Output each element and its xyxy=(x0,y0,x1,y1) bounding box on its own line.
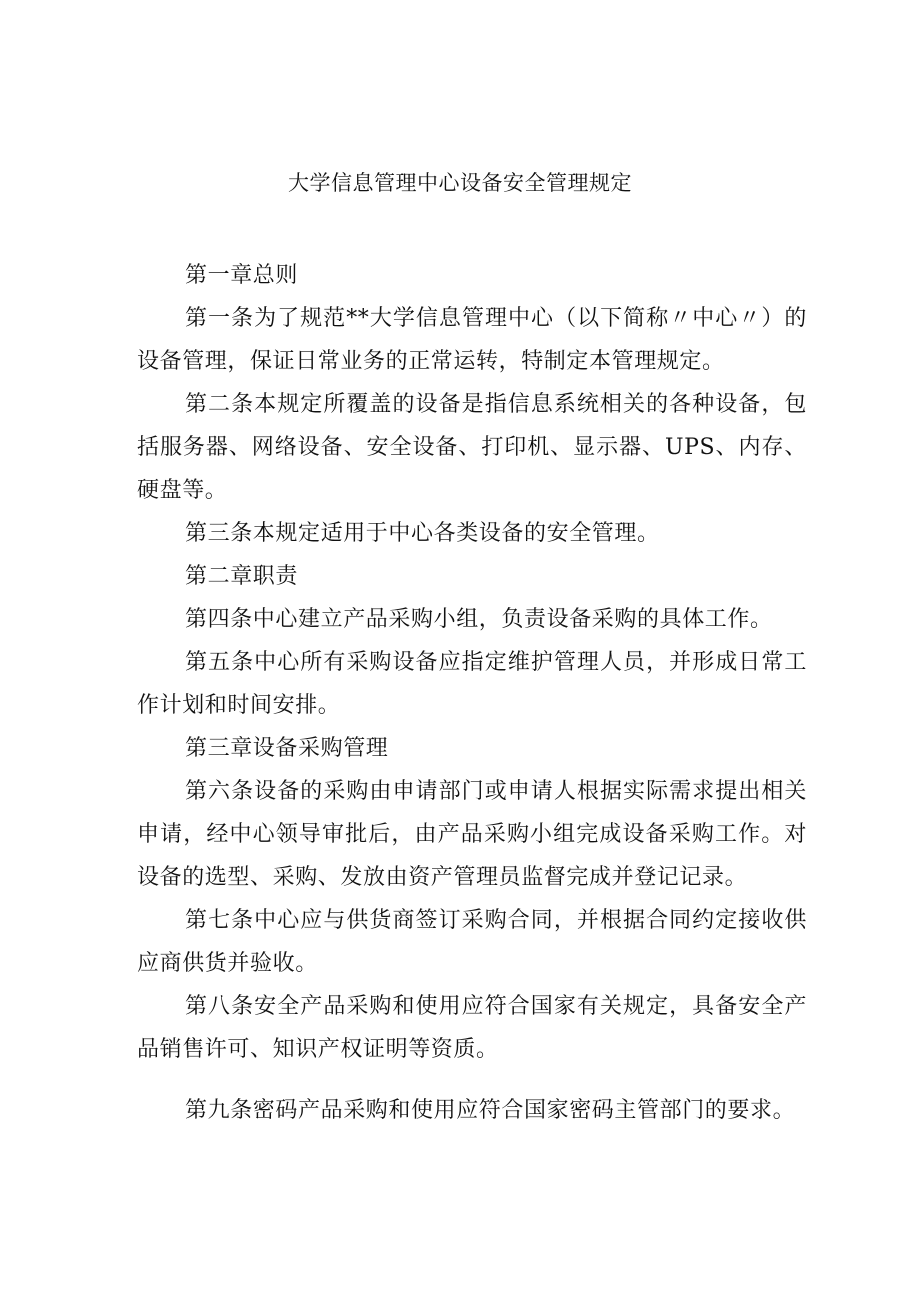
article-4: 第四条中心建立产品采购小组，负责设备采购的具体工作。 xyxy=(185,607,773,632)
article-7: 第七条中心应与供货商签订采购合同，并根据合同约定接收供应商供货并验收。 xyxy=(137,908,807,976)
document-body xyxy=(137,254,807,1132)
article-1: 第一条为了规范**大学信息管理中心（以下简称〃中心〃）的设备管理，保证日常业务的正常运转，特制定本管理规定。 xyxy=(137,306,807,374)
chapter-heading-3: 第三章设备采购管理 xyxy=(185,736,389,761)
document-title: 大学信息管理中心设备安全管理规定 xyxy=(288,171,632,195)
article-8: 第八条安全产品采购和使用应符合国家有关规定，具备安全产品销售许可、知识产权证明等资质。 xyxy=(137,994,807,1062)
article-3: 第三条本规定适用于中心各类设备的安全管理。 xyxy=(185,521,660,546)
article-5: 第五条中心所有采购设备应指定维护管理人员，并形成日常工作计划和时间安排。 xyxy=(137,650,807,718)
chapter-heading-2: 第二章职责 xyxy=(185,564,299,589)
chapter-heading-1: 第一章总则 xyxy=(185,263,299,288)
article-6: 第六条设备的采购由申请部门或申请人根据实际需求提出相关申请，经中心领导审批后，由产品采购小组完成设备采购工作。对设备的选型、采购、发放由资产管理员监督完成并登记记录。 xyxy=(137,779,807,890)
article-2: 第二条本规定所覆盖的设备是指信息系统相关的各种设备，包括服务器、网络设备、安全设备、打印机、显示器、UPS、内存、硬盘等。 xyxy=(137,392,807,503)
article-9: 第九条密码产品采购和使用应符合国家密码主管部门的要求。 xyxy=(185,1098,796,1123)
